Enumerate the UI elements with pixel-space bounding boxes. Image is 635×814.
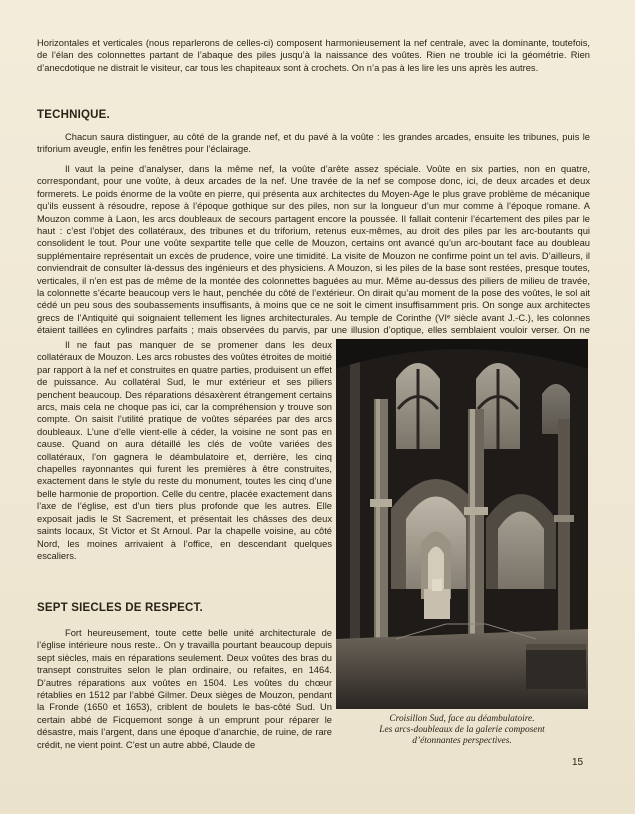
church-interior-photo	[336, 339, 588, 709]
technique-narrow-column	[37, 339, 332, 602]
section-heading-technique: TECHNIQUE.	[37, 109, 110, 121]
caption-line-3: d’étonnantes perspectives.	[412, 736, 512, 747]
intro-paragraph: Horizontales et verticales (nous reparlerons de celles-ci) composent harmonieusement la nef centrale, avec la dominante, toutefois, de l’élan des colonnettes partant de l’abaque des piles jusqu’à la naissance des voûtes. Rien ne trouble ici la géométrie. Rien d’anecdotique ne distrait le visiteur, car tous les chapiteaux sont à crochets. On n’a pas à les lire les uns après les autres.	[37, 38, 590, 73]
technique-paragraph-2-wide	[37, 163, 590, 338]
respect-column	[37, 627, 332, 752]
caption-line-1: Croisillon Sud, face au déambulatoire.	[389, 714, 535, 724]
caption-line-2: Les arcs-doubleaux de la galerie composent	[379, 725, 545, 736]
photo-caption	[336, 714, 588, 748]
technique-paragraph-1-block	[37, 131, 590, 156]
respect-paragraph-1: Fort heureusement, toute cette belle unité architecturale de l’église intérieure nous reste.. On y travailla pourtant beaucoup depuis sept siècles, mais en réparations seulement. Deux voûtes des bras du transept construites selon le plan ordinaire, ou refaites, en 1464. D’autres réparations aux voûtes en 1504. Les voûtes du chœur rétablies en 1512 par l’abbé Gilmer. Deux sièges de Mouzon, pendant la Fronde (1650 et 1653), criblent de boulets le bas-côté Sud. Un certain abbé de Ficquemont songe à un emprunt pour réparer le désastre, mais l’argent, dans une époque d’anarchie, de ruine, de rare crédit, ne vient point. C’est un autre abbé, Claude de	[37, 628, 332, 750]
intro-paragraph-block	[37, 37, 590, 74]
technique-paragraph-1: Chacun saura distinguer, au côté de la grande nef, et du pavé à la voûte : les grandes arcades, ensuite les tribunes, puis le triforium aveugle, enfin les fenêtres pour l’éclairage.	[37, 132, 590, 155]
technique-paragraph-3: Il ne faut pas manquer de se promener dans les deux collatéraux de Mouzon. Les arcs robustes des voûtes étroites de moitié par rapport à la nef et construites en quatre parties, produisent un effet de puissance. Au collatéral Sud, le mur extérieur et ses piliers penchent beaucoup. Des réparations désaxèrent étrangement certains arcs, mais cela ne choque pas ici, car la compréhension y trouve son compte. On saisit l’utilité pratique de voûtes séparées par des arcs doubleaux. L’une d’elle vient-elle à céder, la voisine ne sont pas en cause. Quand on aura détaillé les clés de voûte variées des collatéraux, l’on gagnera le déambulatoire et, derrière, les cinq chapelles rayonnantes qui furent les premières à être construites, exactement dans le style du reste du monument, toutes les cinq d’une belle harmonie de proportion. Celle du centre, placée exactement dans l’axe de l’église, est d’un tiers plus profonde que les autres. Elle exposait jadis le St Sacrement, et présentait les châsses des deux saints locaux, St Victor et St Arnoul. Par la chapelle voisine, au côté Nord, les moines arrivaient à l’office, en descendant quelques escaliers.	[37, 340, 332, 561]
page-number: 15	[572, 757, 584, 768]
ambulatory-arches-illustration	[336, 339, 588, 709]
section-heading-respect: SEPT SIECLES DE RESPECT.	[37, 602, 203, 614]
technique-paragraph-2: Il vaut la peine d’analyser, dans la même nef, la voûte d’arête assez spéciale. Voûte en six parties, non en quatre, correspondant, pour une voûte, à deux arcades de la nef. Une travée de la nef se compose donc, ici, de deux arcades et deux formerets. Le poids énorme de la voûte en pierre, qui présenta aux architectes du Moyen-Age le plus grave problème de mécanique qu’ils eussent à résoudre, repose à l’époque gothique sur des piles, non sur la longueur d’un mur comme à l’époque romane. A Mouzon comme à Laon, les arcs doubleaux de secours partagent encore la poussée. Il fallait contenir l’écartement des piles par le haut : c’est l’objet des collatéraux, des tribunes et du triforium, retenus eux-mêmes, au droit des piles par les arc-boutants qui consolident le tout. Pour une voûte sexpartite telle que celle de Mouzon, certains ont avancé qu’un arc-boutant face au doubleau supplémentaire représentait un excès de prudence, voire une timidité. La visite de Mouzon ne confirme point un tel avis. D’ailleurs, il conviendrait de consulter là-dessus des ingénieurs et des physiciens. A Mouzon, si les piles de la base sont restées, presque toutes, verticales, il n’en est pas de même de la montée des colonnettes baguées au mur. Même au-dessus des piliers de milieu de travée, la colonnette s’écarte beaucoup vers le haut, penchée du côté de l’extérieur. On dirait qu’au moment de la pose des voûtes, le sol ait cédé un peu sous des soubassements insuffisants, à moins que ce ne soit le ciment insuffisamment pris. On songe aux architectes grecs de l’Antiquité qui soignaient tellement les lignes architecturales. Au temple de Corinthe (VIᵉ siècle avant J.-C.), les colonnes étaient taillées en cylindres parfaits ; mais observées du parvis, par une illusion d’optique, elles semblaient vouloir verser. On ne	[37, 164, 590, 336]
